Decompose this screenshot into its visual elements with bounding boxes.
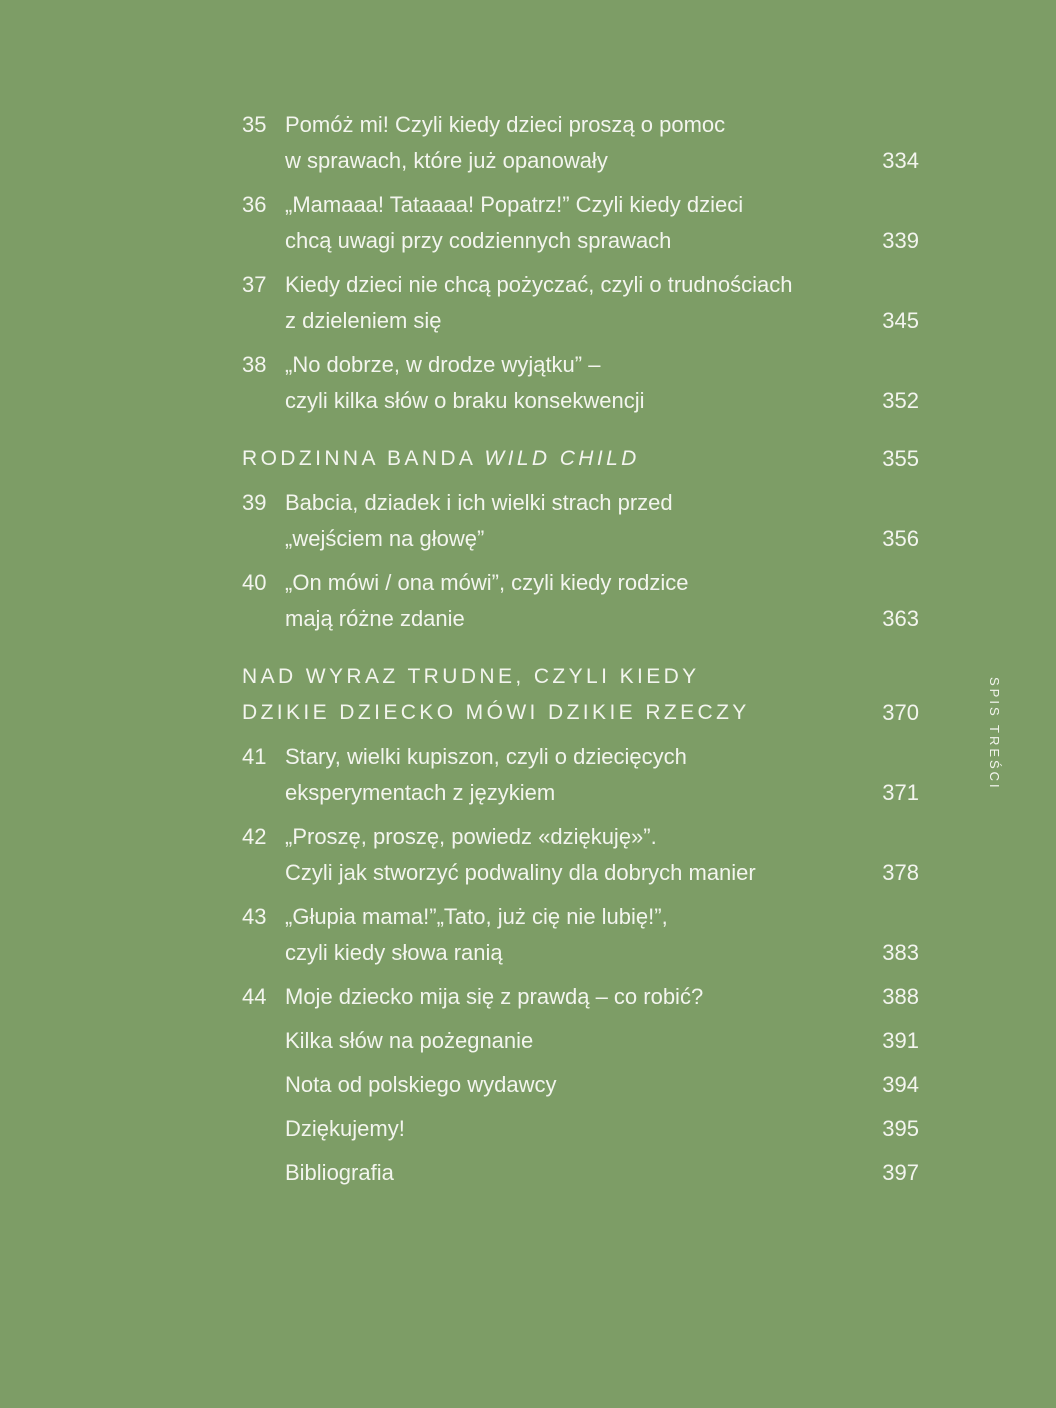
- entry-title-line: „No dobrze, w drodze wyjątku” –: [285, 352, 601, 377]
- entry-title: [242, 1067, 845, 1103]
- entry-title: [242, 899, 845, 971]
- page-number: 383: [882, 940, 919, 965]
- entry-title: [242, 565, 845, 637]
- entry-title: [242, 739, 845, 811]
- entry-title: [242, 1155, 845, 1191]
- toc-section-heading: [242, 659, 919, 731]
- page-number: 388: [882, 984, 919, 1009]
- page-number: 371: [882, 780, 919, 805]
- toc-entry: [242, 1023, 919, 1059]
- entry-title-line: mają różne zdanie: [285, 606, 465, 631]
- toc-entry: [242, 267, 919, 339]
- toc-entry: [242, 187, 919, 259]
- chapter-number: 36: [242, 192, 267, 217]
- page-number: 395: [882, 1116, 919, 1141]
- entry-title-line: Kilka słów na pożegnanie: [285, 1028, 534, 1053]
- toc-entry: [242, 1067, 919, 1103]
- entry-title-line: czyli kilka słów o braku konsekwencji: [285, 388, 645, 413]
- entry-title-line: „Mamaaa! Tataaaa! Popatrz!” Czyli kiedy dzieci: [285, 192, 744, 217]
- entry-title-line: Moje dziecko mija się z prawdą – co robić?: [285, 984, 704, 1009]
- entry-title-line: eksperymentach z językiem: [285, 780, 556, 805]
- toc-entry: [242, 107, 919, 179]
- chapter-number: 43: [242, 904, 267, 929]
- entry-title-line: „Głupia mama!”„Tato, już cię nie lubię!”,: [285, 904, 668, 929]
- entry-title-line: z dzieleniem się: [285, 308, 442, 333]
- entry-title-line: „On mówi / ona mówi”, czyli kiedy rodzice: [285, 570, 689, 595]
- entry-title-line: chcą uwagi przy codziennych sprawach: [285, 228, 672, 253]
- entry-title-line: Kiedy dzieci nie chcą pożyczać, czyli o trudnościach: [285, 272, 793, 297]
- toc-entry: [242, 1111, 919, 1147]
- entry-title-line: w sprawach, które już opanowały: [285, 148, 608, 173]
- entry-title: [242, 819, 845, 891]
- chapter-number: 44: [242, 984, 267, 1009]
- entry-title-line: Dziękujemy!: [285, 1116, 405, 1141]
- entry-title-line: NAD WYRAZ TRUDNE, CZYLI KIEDY: [242, 665, 700, 688]
- entry-title: [242, 347, 845, 419]
- page-number: 394: [882, 1072, 919, 1097]
- entry-title-line: „Proszę, proszę, powiedz «dziękuję»”.: [285, 824, 657, 849]
- page-number: 391: [882, 1028, 919, 1053]
- page-number: 378: [882, 860, 919, 885]
- section-title-text: RODZINNA BANDA: [242, 447, 485, 470]
- entry-title-line: „wejściem na głowę”: [285, 526, 485, 551]
- entry-title: [242, 1111, 845, 1147]
- entry-title: [242, 187, 845, 259]
- chapter-number: 39: [242, 490, 267, 515]
- toc-entry: [242, 739, 919, 811]
- toc-entry: [242, 819, 919, 891]
- entry-title: [242, 659, 919, 731]
- toc-entry: [242, 1155, 919, 1191]
- entry-title-line: Nota od polskiego wydawcy: [285, 1072, 557, 1097]
- chapter-number: 40: [242, 570, 267, 595]
- page-number: 339: [882, 228, 919, 253]
- entry-title-line: czyli kiedy słowa ranią: [285, 940, 503, 965]
- entry-title: [242, 1023, 845, 1059]
- entry-title-line: Pomóż mi! Czyli kiedy dzieci proszą o pomoc: [285, 112, 726, 137]
- running-header: SPIS TREŚCI: [987, 677, 1002, 791]
- toc-entry: [242, 979, 919, 1015]
- entry-title: [242, 979, 845, 1015]
- toc-section-heading: [242, 441, 919, 477]
- chapter-number: 42: [242, 824, 267, 849]
- entry-title: [242, 441, 919, 477]
- chapter-number: 41: [242, 744, 267, 769]
- entry-title-line: DZIKIE DZIECKO MÓWI DZIKIE RZECZY: [242, 701, 750, 724]
- entry-title-line: Bibliografia: [285, 1160, 394, 1185]
- page-number: 345: [882, 308, 919, 333]
- entry-title-line: [242, 441, 919, 477]
- page-number: 397: [882, 1160, 919, 1185]
- chapter-number: 38: [242, 352, 267, 377]
- page-number: 370: [882, 700, 919, 725]
- toc-entry: [242, 565, 919, 637]
- entry-title: [242, 267, 845, 339]
- page-number: 355: [882, 446, 919, 471]
- entry-title-line: Babcia, dziadek i ich wielki strach przed: [285, 490, 673, 515]
- page-number: 363: [882, 606, 919, 631]
- section-title-italic: WILD CHILD: [484, 447, 640, 470]
- entry-title-line: Stary, wielki kupiszon, czyli o dziecięcych: [285, 744, 687, 769]
- toc-entry: [242, 899, 919, 971]
- toc-entry: [242, 347, 919, 419]
- page-number: 352: [882, 388, 919, 413]
- page-number: 334: [882, 148, 919, 173]
- toc-entry: [242, 485, 919, 557]
- page-number: 356: [882, 526, 919, 551]
- table-of-contents: [242, 107, 919, 1199]
- entry-title: [242, 107, 845, 179]
- chapter-number: 37: [242, 272, 267, 297]
- entry-title-line: Czyli jak stworzyć podwaliny dla dobrych manier: [285, 860, 756, 885]
- chapter-number: 35: [242, 112, 267, 137]
- entry-title: [242, 485, 845, 557]
